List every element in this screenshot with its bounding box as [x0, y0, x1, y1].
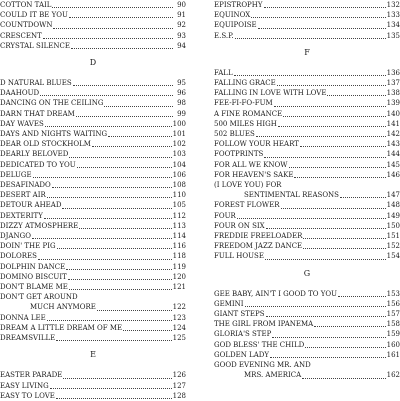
index-entry: 500 MILES HIGH 141	[214, 119, 400, 128]
index-entry: FREDDIE FREELOADER 151	[214, 232, 400, 241]
index-entry: FOUR ON SIX 150	[214, 221, 400, 230]
index-entry: E.S.P. 135	[214, 31, 400, 40]
index-entry: GOOD EVENING MR. AND	[214, 361, 311, 370]
index-entry-continuation: MRS. AMERICA 162	[244, 371, 400, 380]
index-entry: EASTER PARADE 126	[0, 371, 186, 380]
index-entry: DOMINO BISCUIT 120	[0, 272, 186, 281]
index-entry: FALL 136	[214, 68, 400, 77]
index-entry: FULL HOUSE 154	[214, 252, 400, 261]
section-e-continued	[214, 0, 400, 41]
index-entry: DEDICATED TO YOU 104	[0, 160, 186, 169]
index-entry: EQUINOX 133	[214, 11, 400, 20]
index-entry: FALLING GRACE 137	[214, 79, 400, 88]
index-entry: CRESCENT 93	[0, 31, 186, 40]
index-entry: COULD IT BE YOU 91	[0, 11, 186, 20]
section-c-continued	[0, 0, 186, 51]
index-entry-continuation: SENTIMENTAL REASONS 147	[244, 191, 400, 200]
index-entry: FOLLOW YOUR HEART 143	[214, 140, 400, 149]
index-entry-continuation: MUCH ANYMORE 122	[30, 303, 186, 312]
index-entry: DREAMSVILLE 125	[0, 334, 186, 343]
index-entry: DAAHOUD 96	[0, 89, 186, 98]
index-entry: FOREST FLOWER 148	[214, 201, 400, 210]
index-entry: DEAR OLD STOCKHOLM 102	[0, 140, 186, 149]
index-entry: GOLDEN LADY 161	[214, 350, 400, 359]
index-entry: GLORIA'S STEP 159	[214, 330, 400, 339]
index-entry: D NATURAL BLUES 95	[0, 79, 186, 88]
index-entry: DEARLY BELOVED 103	[0, 150, 186, 159]
index-entry: DESERT AIR 110	[0, 191, 186, 200]
index-entry: FOOTPRINTS 144	[214, 150, 400, 159]
index-entry: FREEDOM JAZZ DANCE 152	[214, 242, 400, 251]
index-entry: DONNA LEE 123	[0, 313, 186, 322]
index-entry: DARN THAT DREAM 99	[0, 109, 186, 118]
section-g	[214, 268, 400, 381]
index-entry: GEMINI 156	[214, 299, 400, 308]
index-entry: GEE BABY, AIN'T I GOOD TO YOU 153	[214, 289, 400, 298]
index-entry: DJANGO 114	[0, 232, 186, 241]
index-entry: FOR HEAVEN'S SAKE 146	[214, 170, 400, 179]
section-heading: F	[304, 47, 310, 57]
index-entry: EASY TO LOVE 128	[0, 391, 186, 400]
index-entry: COUNTDOWN 92	[0, 21, 186, 30]
section-heading: E	[90, 350, 96, 360]
index-entry: DREAM A LITTLE DREAM OF ME 124	[0, 323, 186, 332]
index-column-right	[214, 0, 400, 381]
index-entry: DELUGE 106	[0, 170, 186, 179]
section-d	[0, 57, 186, 343]
index-column-left	[0, 0, 186, 401]
section-e	[0, 349, 186, 401]
index-entry: EQUIPOISE 134	[214, 21, 400, 30]
index-entry: DON'T GET AROUND	[0, 293, 78, 302]
index-entry: DAY WAVES 100	[0, 119, 186, 128]
section-heading: D	[89, 58, 97, 68]
section-f	[214, 47, 400, 262]
index-entry: DETOUR AHEAD 105	[0, 201, 186, 210]
index-entry: GOD BLESS' THE CHILD 160	[214, 340, 400, 349]
index-entry: (I LOVE YOU) FOR	[214, 181, 282, 190]
index-entry: DOLPHIN DANCE 119	[0, 262, 186, 271]
index-entry: DESAFINADO 108	[0, 181, 186, 190]
index-entry: FEE-FI-FO-FUM 139	[214, 99, 400, 108]
index-entry: DAYS AND NIGHTS WAITING 101	[0, 130, 186, 139]
index-entry: DOLORES 118	[0, 252, 186, 261]
index-entry: THE GIRL FROM IPANEMA 158	[214, 320, 400, 329]
index-entry: DON'T BLAME ME 121	[0, 283, 186, 292]
index-entry: DEXTERITY 112	[0, 211, 186, 220]
index-entry: DOIN' THE PIG 116	[0, 242, 186, 251]
index-entry: DIZZY ATMOSPHERE 113	[0, 221, 186, 230]
index-entry: GIANT STEPS 157	[214, 310, 400, 319]
index-entry: DANCING ON THE CEILING 98	[0, 99, 186, 108]
section-heading: G	[303, 268, 311, 278]
index-entry: CRYSTAL SILENCE 94	[0, 41, 186, 50]
index-entry: COTTON TAIL 90	[0, 1, 186, 9]
index-entry: A FINE ROMANCE 140	[214, 109, 400, 118]
index-entry: FOR ALL WE KNOW 145	[214, 160, 400, 169]
index-entry: 502 BLUES 142	[214, 130, 400, 139]
index-entry: EPISTROPHY 132	[214, 1, 400, 9]
index-entry: EASY LIVING 127	[0, 381, 186, 390]
index-entry: FALLING IN LOVE WITH LOVE 138	[214, 89, 400, 98]
index-entry: FOUR 149	[214, 211, 400, 220]
